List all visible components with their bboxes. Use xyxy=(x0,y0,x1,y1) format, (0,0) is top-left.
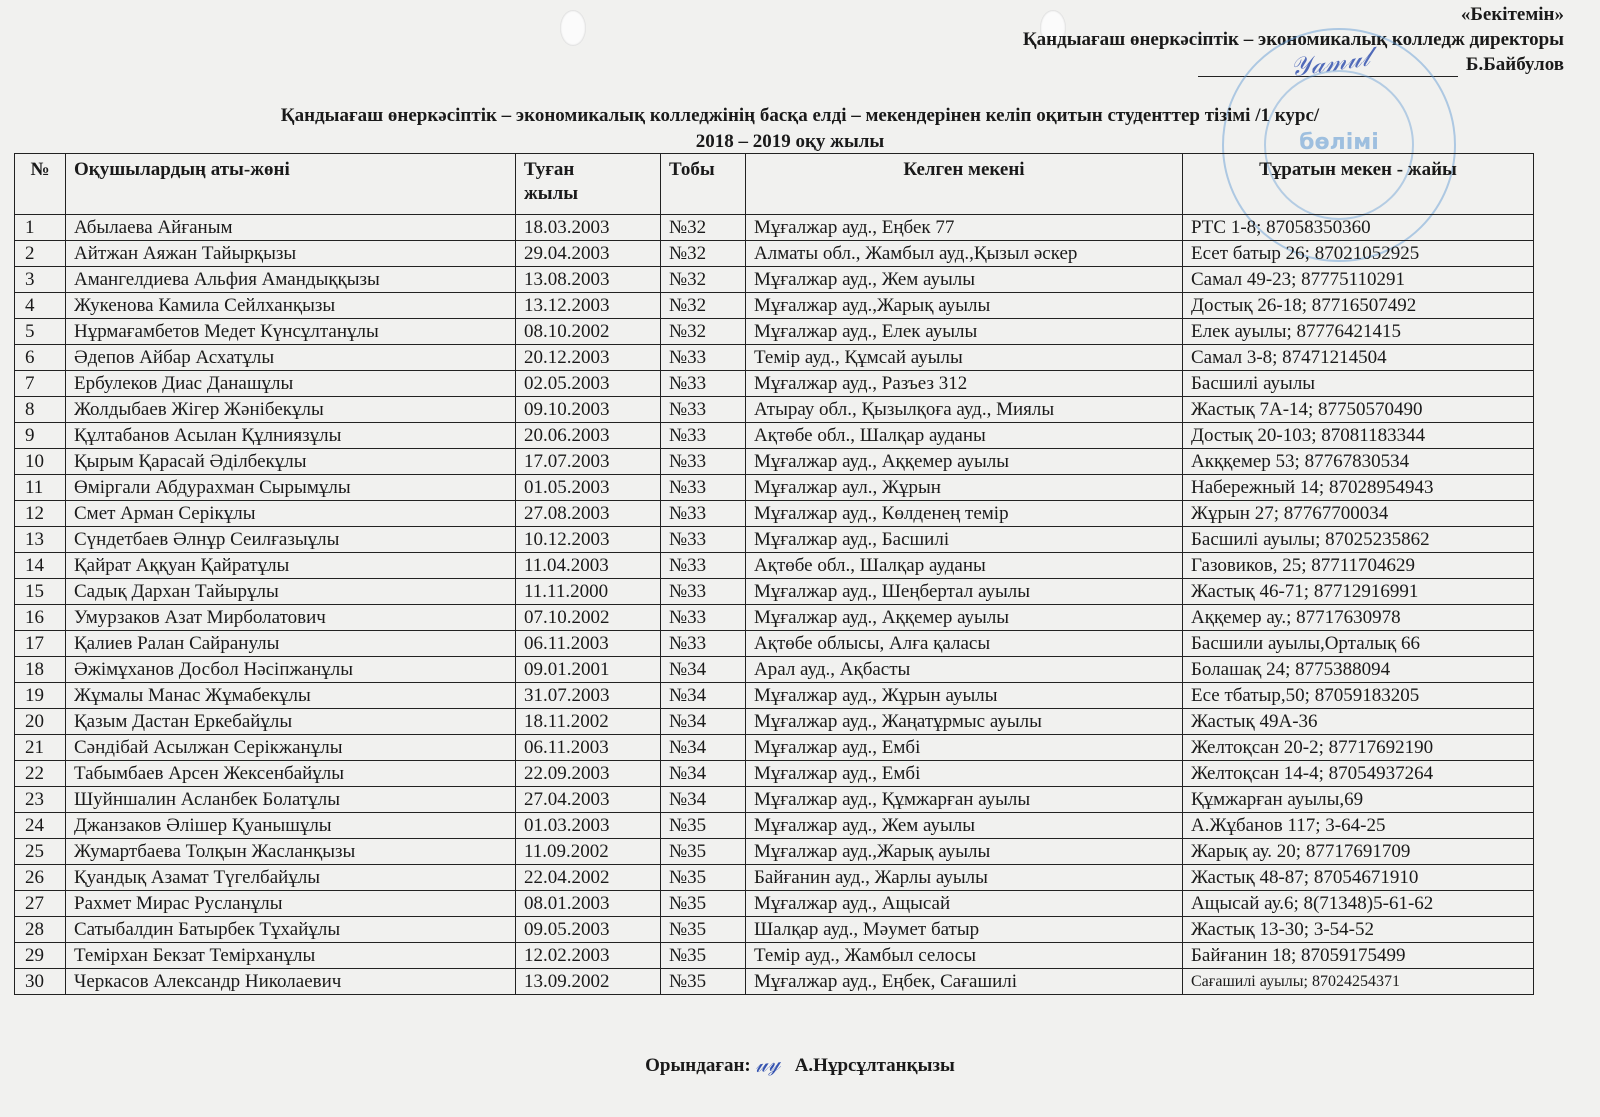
cell-name: Нұрмағамбетов Медет Күнсұлтанұлы xyxy=(66,319,516,345)
stamp-text: бөлімі xyxy=(1299,130,1379,155)
cell-address: Газовиков, 25; 87711704629 xyxy=(1183,553,1534,579)
cell-group: №35 xyxy=(661,891,746,917)
cell-num: 23 xyxy=(15,787,66,813)
cell-from: Алматы обл., Жамбыл ауд.,Қызыл әскер xyxy=(746,241,1183,267)
cell-name: Құлтабанов Асылан Құлниязұлы xyxy=(66,423,516,449)
table-row xyxy=(15,527,1534,553)
header-birth-line2: жылы xyxy=(524,183,579,204)
cell-address: Басшилі ауылы xyxy=(1183,371,1534,397)
cell-num: 16 xyxy=(15,605,66,631)
cell-birth: 08.10.2002 xyxy=(516,319,661,345)
cell-birth: 11.11.2000 xyxy=(516,579,661,605)
cell-from: Ақтөбе обл., Шалқар ауданы xyxy=(746,423,1183,449)
cell-group: №34 xyxy=(661,735,746,761)
cell-name: Рахмет Мирас Русланұлы xyxy=(66,891,516,917)
cell-group: №33 xyxy=(661,449,746,475)
cell-num: 3 xyxy=(15,267,66,293)
cell-num: 13 xyxy=(15,527,66,553)
cell-from: Мұғалжар ауд., Көлденең темір xyxy=(746,501,1183,527)
header-group: Тобы xyxy=(661,154,746,215)
cell-num: 28 xyxy=(15,917,66,943)
table-row xyxy=(15,475,1534,501)
cell-birth: 07.10.2002 xyxy=(516,605,661,631)
cell-from: Мұғалжар ауд.,Жарық ауылы xyxy=(746,293,1183,319)
students-table xyxy=(14,153,1534,995)
cell-address: Басшили ауылы,Орталық 66 xyxy=(1183,631,1534,657)
cell-address: Акққемер 53; 87767830534 xyxy=(1183,449,1534,475)
cell-address: Жастық 7А-14; 87750570490 xyxy=(1183,397,1534,423)
cell-from: Ақтөбе обл., Шалқар ауданы xyxy=(746,553,1183,579)
cell-from: Мұғалжар ауд., Жем ауылы xyxy=(746,267,1183,293)
cell-from: Мұғалжар ауд., Ащысай xyxy=(746,891,1183,917)
cell-name: Табымбаев Арсен Жексенбайұлы xyxy=(66,761,516,787)
cell-name: Садық Дархан Тайырұлы xyxy=(66,579,516,605)
cell-from: Мұғалжар ауд., Аққемер ауылы xyxy=(746,605,1183,631)
cell-group: №33 xyxy=(661,345,746,371)
cell-num: 19 xyxy=(15,683,66,709)
cell-address: А.Жұбанов 117; 3-64-25 xyxy=(1183,813,1534,839)
cell-num: 6 xyxy=(15,345,66,371)
cell-from: Атырау обл., Қызылқоға ауд., Миялы xyxy=(746,397,1183,423)
cell-birth: 13.09.2002 xyxy=(516,969,661,995)
table-row xyxy=(15,501,1534,527)
cell-name: Айтжан Аяжан Тайырқызы xyxy=(66,241,516,267)
cell-num: 12 xyxy=(15,501,66,527)
cell-group: №35 xyxy=(661,917,746,943)
cell-address: Құмжарған ауылы,69 xyxy=(1183,787,1534,813)
cell-group: №35 xyxy=(661,969,746,995)
footer-executor xyxy=(0,1052,1600,1077)
cell-address: Жастық 49А-36 xyxy=(1183,709,1534,735)
cell-address: Басшилі ауылы; 87025235862 xyxy=(1183,527,1534,553)
cell-birth: 17.07.2003 xyxy=(516,449,661,475)
cell-birth: 01.03.2003 xyxy=(516,813,661,839)
cell-name: Темірхан Бекзат Темірханұлы xyxy=(66,943,516,969)
cell-num: 21 xyxy=(15,735,66,761)
cell-group: №33 xyxy=(661,631,746,657)
cell-group: №34 xyxy=(661,657,746,683)
cell-name: Жолдыбаев Жігер Жәнібекұлы xyxy=(66,397,516,423)
cell-group: №32 xyxy=(661,267,746,293)
table-row xyxy=(15,657,1534,683)
table-row xyxy=(15,787,1534,813)
table-row xyxy=(15,943,1534,969)
cell-address: Жастық 48-87; 87054671910 xyxy=(1183,865,1534,891)
cell-group: №33 xyxy=(661,527,746,553)
table-row xyxy=(15,267,1534,293)
table-row xyxy=(15,215,1534,241)
cell-group: №33 xyxy=(661,579,746,605)
header-birth-line1: Туған xyxy=(524,159,575,180)
cell-from: Мұғалжар ауд., Шеңбертал ауылы xyxy=(746,579,1183,605)
cell-address: Ащысай ау.6; 8(71348)5-61-62 xyxy=(1183,891,1534,917)
table-header-row xyxy=(15,154,1534,215)
table-row xyxy=(15,813,1534,839)
cell-group: №32 xyxy=(661,319,746,345)
table-row xyxy=(15,371,1534,397)
cell-name: Джанзаков Әлішер Қуанышұлы xyxy=(66,813,516,839)
punch-hole-left xyxy=(560,10,586,46)
cell-group: №32 xyxy=(661,241,746,267)
table-row xyxy=(15,917,1534,943)
cell-num: 18 xyxy=(15,657,66,683)
cell-from: Шалқар ауд., Мәумет батыр xyxy=(746,917,1183,943)
cell-num: 15 xyxy=(15,579,66,605)
cell-num: 11 xyxy=(15,475,66,501)
header-num: № xyxy=(15,154,66,215)
cell-from: Мұғалжар ауд.,Жарық ауылы xyxy=(746,839,1183,865)
cell-birth: 09.10.2003 xyxy=(516,397,661,423)
cell-birth: 20.12.2003 xyxy=(516,345,661,371)
table-row xyxy=(15,449,1534,475)
cell-num: 7 xyxy=(15,371,66,397)
cell-birth: 09.05.2003 xyxy=(516,917,661,943)
cell-name: Сүндетбаев Әлнұр Сеилғазыұлы xyxy=(66,527,516,553)
cell-name: Жұмалы Манас Жұмабекұлы xyxy=(66,683,516,709)
cell-address: Жастық 46-71; 87712916991 xyxy=(1183,579,1534,605)
cell-from: Мұғалжар ауд., Жұрын ауылы xyxy=(746,683,1183,709)
cell-birth: 27.04.2003 xyxy=(516,787,661,813)
cell-birth: 12.02.2003 xyxy=(516,943,661,969)
cell-birth: 18.11.2002 xyxy=(516,709,661,735)
table-row xyxy=(15,969,1534,995)
cell-num: 10 xyxy=(15,449,66,475)
table-row xyxy=(15,319,1534,345)
table-body xyxy=(15,215,1534,995)
cell-from: Мұғалжар аул., Жұрын xyxy=(746,475,1183,501)
cell-birth: 20.06.2003 xyxy=(516,423,661,449)
cell-name: Черкасов Александр Николаевич xyxy=(66,969,516,995)
cell-group: №33 xyxy=(661,423,746,449)
cell-num: 4 xyxy=(15,293,66,319)
cell-address: Достық 26-18; 87716507492 xyxy=(1183,293,1534,319)
cell-name: Жукенова Камила Сейлханқызы xyxy=(66,293,516,319)
cell-from: Темір ауд., Құмсай ауылы xyxy=(746,345,1183,371)
cell-num: 22 xyxy=(15,761,66,787)
cell-address: Достық 20-103; 87081183344 xyxy=(1183,423,1534,449)
cell-name: Смет Арман Серікұлы xyxy=(66,501,516,527)
cell-name: Қайрат Аққуан Қайратұлы xyxy=(66,553,516,579)
cell-name: Қазым Дастан Еркебайұлы xyxy=(66,709,516,735)
cell-name: Қырым Қарасай Әділбекұлы xyxy=(66,449,516,475)
table-row xyxy=(15,891,1534,917)
table-row xyxy=(15,631,1534,657)
cell-birth: 06.11.2003 xyxy=(516,735,661,761)
cell-from: Мұғалжар ауд., Ембі xyxy=(746,735,1183,761)
cell-address: Самал 49-23; 87775110291 xyxy=(1183,267,1534,293)
footer-name: А.Нұрсұлтанқызы xyxy=(794,1055,955,1076)
cell-num: 27 xyxy=(15,891,66,917)
cell-name: Өміргали Абдурахман Сырымұлы xyxy=(66,475,516,501)
cell-num: 8 xyxy=(15,397,66,423)
cell-from: Мұғалжар ауд., Аққемер ауылы xyxy=(746,449,1183,475)
cell-address: Набережный 14; 87028954943 xyxy=(1183,475,1534,501)
cell-name: Әжімұханов Досбол Нәсіпжанұлы xyxy=(66,657,516,683)
cell-birth: 31.07.2003 xyxy=(516,683,661,709)
cell-birth: 06.11.2003 xyxy=(516,631,661,657)
cell-from: Мұғалжар ауд., Құмжарған ауылы xyxy=(746,787,1183,813)
cell-birth: 22.04.2002 xyxy=(516,865,661,891)
approval-heading: «Бекітемін» xyxy=(1460,4,1564,25)
cell-birth: 22.09.2003 xyxy=(516,761,661,787)
cell-num: 9 xyxy=(15,423,66,449)
cell-birth: 11.04.2003 xyxy=(516,553,661,579)
cell-from: Ақтөбе облысы, Алға қаласы xyxy=(746,631,1183,657)
cell-num: 17 xyxy=(15,631,66,657)
cell-name: Сәндібай Асылжан Серікжанұлы xyxy=(66,735,516,761)
cell-group: №32 xyxy=(661,293,746,319)
cell-num: 2 xyxy=(15,241,66,267)
cell-name: Сатыбалдин Батырбек Тұхайұлы xyxy=(66,917,516,943)
table-row xyxy=(15,683,1534,709)
cell-num: 25 xyxy=(15,839,66,865)
cell-birth: 10.12.2003 xyxy=(516,527,661,553)
cell-num: 5 xyxy=(15,319,66,345)
cell-group: №33 xyxy=(661,475,746,501)
header-address: Тұратын мекен - жайы xyxy=(1183,154,1534,215)
cell-address: Елек ауылы; 87776421415 xyxy=(1183,319,1534,345)
cell-num: 1 xyxy=(15,215,66,241)
cell-birth: 13.08.2003 xyxy=(516,267,661,293)
cell-num: 20 xyxy=(15,709,66,735)
cell-birth: 02.05.2003 xyxy=(516,371,661,397)
cell-address: Жарық ау. 20; 87717691709 xyxy=(1183,839,1534,865)
cell-birth: 11.09.2002 xyxy=(516,839,661,865)
header-name: Оқушылардың аты-жөні xyxy=(66,154,516,215)
cell-group: №34 xyxy=(661,683,746,709)
cell-group: №34 xyxy=(661,709,746,735)
cell-group: №33 xyxy=(661,397,746,423)
approval-name: Б.Байбулов xyxy=(1465,54,1564,75)
cell-name: Абылаева Айғаным xyxy=(66,215,516,241)
cell-name: Ербулеков Диас Данашұлы xyxy=(66,371,516,397)
cell-from: Арал ауд., Ақбасты xyxy=(746,657,1183,683)
cell-from: Мұғалжар ауд., Еңбек 77 xyxy=(746,215,1183,241)
document-title: Қандыағаш өнеркәсіптік – экономикалық колледжінің басқа елді – мекендерінен келіп оқитын студенттер тізімі /1 курс/ xyxy=(280,105,1320,126)
cell-group: №34 xyxy=(661,787,746,813)
table-row xyxy=(15,397,1534,423)
cell-from: Байғанин ауд., Жарлы ауылы xyxy=(746,865,1183,891)
cell-birth: 01.05.2003 xyxy=(516,475,661,501)
cell-name: Шуйншалин Асланбек Болатұлы xyxy=(66,787,516,813)
cell-address: Самал 3-8; 87471214504 xyxy=(1183,345,1534,371)
table-row xyxy=(15,553,1534,579)
table-row xyxy=(15,605,1534,631)
cell-num: 14 xyxy=(15,553,66,579)
cell-address: Болашақ 24; 8775388094 xyxy=(1183,657,1534,683)
cell-from: Мұғалжар ауд., Разъез 312 xyxy=(746,371,1183,397)
cell-group: №33 xyxy=(661,371,746,397)
table-row xyxy=(15,293,1534,319)
header-birth xyxy=(516,154,661,215)
cell-group: №33 xyxy=(661,605,746,631)
table-row xyxy=(15,423,1534,449)
cell-group: №33 xyxy=(661,553,746,579)
executor-signature: 𝓊𝓎 xyxy=(753,1050,782,1079)
table-row xyxy=(15,839,1534,865)
cell-birth: 09.01.2001 xyxy=(516,657,661,683)
cell-from: Мұғалжар ауд., Елек ауылы xyxy=(746,319,1183,345)
cell-group: №33 xyxy=(661,501,746,527)
cell-group: №35 xyxy=(661,839,746,865)
cell-address: Аққемер ау.; 87717630978 xyxy=(1183,605,1534,631)
cell-address: Желтоқсан 20-2; 87717692190 xyxy=(1183,735,1534,761)
cell-from: Темір ауд., Жамбыл селосы xyxy=(746,943,1183,969)
cell-address: РТС 1-8; 87058350360 xyxy=(1183,215,1534,241)
cell-num: 29 xyxy=(15,943,66,969)
cell-group: №35 xyxy=(661,865,746,891)
cell-name: Амангелдиева Альфия Амандыққызы xyxy=(66,267,516,293)
cell-from: Мұғалжар ауд., Ембі xyxy=(746,761,1183,787)
cell-group: №32 xyxy=(661,215,746,241)
cell-address: Байғанин 18; 87059175499 xyxy=(1183,943,1534,969)
cell-num: 26 xyxy=(15,865,66,891)
cell-address: Есе тбатыр,50; 87059183205 xyxy=(1183,683,1534,709)
table-row xyxy=(15,345,1534,371)
cell-birth: 27.08.2003 xyxy=(516,501,661,527)
cell-group: №34 xyxy=(661,761,746,787)
director-signature: 𝒴𝒶𝓂𝓊𝓁 xyxy=(1288,42,1372,84)
table-row xyxy=(15,241,1534,267)
cell-name: Умурзаков Азат Мирболатович xyxy=(66,605,516,631)
cell-num: 24 xyxy=(15,813,66,839)
cell-num: 30 xyxy=(15,969,66,995)
cell-name: Қалиев Ралан Сайранулы xyxy=(66,631,516,657)
cell-birth: 13.12.2003 xyxy=(516,293,661,319)
cell-name: Қуандық Азамат Түгелбайұлы xyxy=(66,865,516,891)
table-row xyxy=(15,735,1534,761)
cell-address: Жұрын 27; 87767700034 xyxy=(1183,501,1534,527)
document-subtitle: 2018 – 2019 оқу жылы xyxy=(695,131,885,152)
cell-from: Мұғалжар ауд., Еңбек, Сағашилі xyxy=(746,969,1183,995)
cell-group: №35 xyxy=(661,813,746,839)
table-row xyxy=(15,761,1534,787)
cell-birth: 18.03.2003 xyxy=(516,215,661,241)
table-row xyxy=(15,579,1534,605)
cell-address: Желтоқсан 14-4; 87054937264 xyxy=(1183,761,1534,787)
cell-address: Жастық 13-30; 3-54-52 xyxy=(1183,917,1534,943)
cell-name: Әдепов Айбар Асхатұлы xyxy=(66,345,516,371)
cell-name: Жумартбаева Толқын Жасланқызы xyxy=(66,839,516,865)
cell-birth: 29.04.2003 xyxy=(516,241,661,267)
cell-from: Мұғалжар ауд., Жем ауылы xyxy=(746,813,1183,839)
footer-label: Орындаған: xyxy=(645,1055,751,1076)
approval-position: Қандыағаш өнеркәсіптік – экономикалық колледж директоры xyxy=(1022,29,1564,50)
cell-from: Мұғалжар ауд., Басшилі xyxy=(746,527,1183,553)
table-row xyxy=(15,709,1534,735)
header-from: Келген мекені xyxy=(746,154,1183,215)
table-row xyxy=(15,865,1534,891)
cell-address: Есет батыр 26; 87021052925 xyxy=(1183,241,1534,267)
cell-group: №35 xyxy=(661,943,746,969)
cell-birth: 08.01.2003 xyxy=(516,891,661,917)
cell-from: Мұғалжар ауд., Жаңатұрмыс ауылы xyxy=(746,709,1183,735)
cell-address: Сағашилі ауылы; 87024254371 xyxy=(1183,969,1534,995)
